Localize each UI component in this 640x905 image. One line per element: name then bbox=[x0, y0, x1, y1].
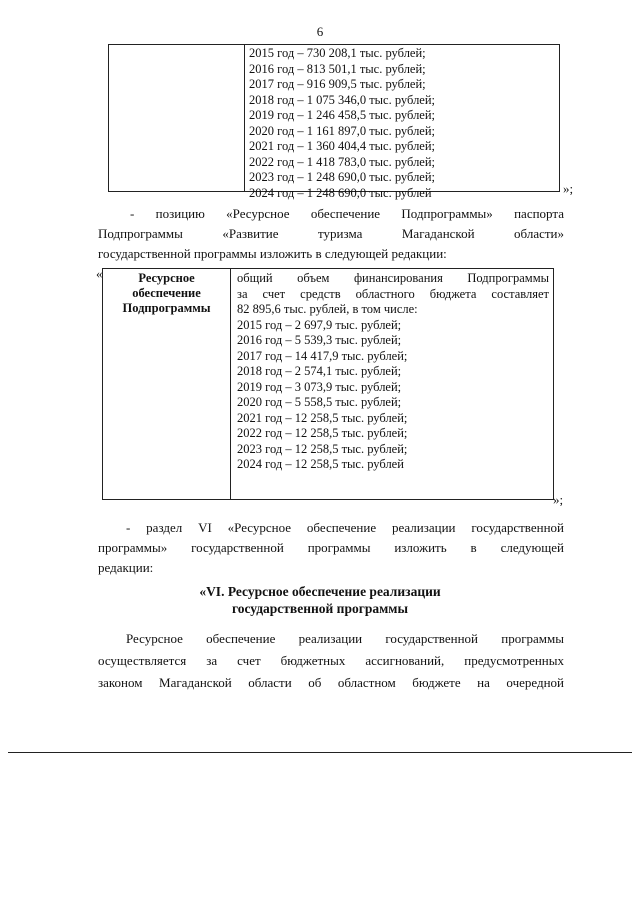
resource-provision-table bbox=[102, 268, 554, 500]
amendment-paragraph-1 bbox=[98, 204, 564, 264]
funding-row: 2020 год – 5 558,5 тыс. рублей; bbox=[237, 395, 402, 409]
table-row-content bbox=[237, 271, 549, 473]
funding-row: 2022 год – 12 258,5 тыс. рублей; bbox=[237, 426, 408, 440]
header-line: Ресурсное bbox=[138, 271, 195, 285]
funding-row: 2015 год – 2 697,9 тыс. рублей; bbox=[237, 317, 402, 332]
funding-row: 2015 год – 730 208,1 тыс. рублей; bbox=[249, 46, 426, 60]
amendment-paragraph-2 bbox=[98, 518, 564, 578]
paragraph-line: редакции: bbox=[98, 560, 154, 575]
paragraph-line: осуществляется за счет бюджетных ассигнований, предусмотренных bbox=[98, 653, 564, 668]
content-line: за счет средств областного бюджета составляет bbox=[237, 286, 549, 301]
header-line: Подпрограммы bbox=[122, 301, 211, 315]
funding-row: 2024 год – 12 258,5 тыс. рублей bbox=[237, 457, 404, 471]
page-number: 6 bbox=[316, 24, 324, 39]
paragraph-line: программы» государственной программы изложить в следующей bbox=[98, 540, 564, 555]
page-bottom-rule bbox=[8, 752, 632, 753]
table1-closing-quote: »; bbox=[563, 181, 574, 196]
funding-row: 2023 год – 1 248 690,0 тыс. рублей; bbox=[249, 170, 436, 184]
content-line: общий объем финансирования Подпрограммы bbox=[237, 271, 549, 285]
funding-row: 2018 год – 2 574,1 тыс. рублей; bbox=[237, 364, 402, 378]
paragraph-line: Ресурсное обеспечение реализации государственной программы bbox=[126, 631, 564, 646]
funding-row: 2016 год – 813 501,1 тыс. рублей; bbox=[249, 61, 426, 76]
table-column-divider bbox=[230, 269, 231, 499]
funding-row: 2021 год – 12 258,5 тыс. рублей; bbox=[237, 410, 408, 425]
paragraph-line: законом Магаданской области об областном бюджете на очередной bbox=[98, 675, 564, 690]
paragraph-line: государственной программы изложить в следующей редакции: bbox=[98, 246, 447, 261]
funding-rows bbox=[249, 46, 435, 201]
table-row-header bbox=[103, 271, 230, 316]
section-body-paragraph bbox=[98, 628, 564, 694]
table-column-divider bbox=[244, 45, 245, 191]
funding-row: 2021 год – 1 360 404,4 тыс. рублей; bbox=[249, 139, 436, 153]
funding-row: 2017 год – 916 909,5 тыс. рублей; bbox=[249, 77, 426, 91]
funding-row: 2017 год – 14 417,9 тыс. рублей; bbox=[237, 348, 408, 363]
funding-row: 2016 год – 5 539,3 тыс. рублей; bbox=[237, 333, 402, 347]
funding-row: 2023 год – 12 258,5 тыс. рублей; bbox=[237, 441, 408, 456]
heading-line: «VI. Ресурсное обеспечение реализации bbox=[199, 584, 441, 599]
funding-row: 2024 год – 1 248 690,0 тыс. рублей bbox=[249, 185, 432, 200]
paragraph-line: Подпрограммы «Развитие туризма Магаданской области» bbox=[98, 226, 564, 241]
funding-row: 2018 год – 1 075 346,0 тыс. рублей; bbox=[249, 92, 436, 107]
table2-closing-quote: »; bbox=[553, 492, 564, 507]
paragraph-line: - позицию «Ресурсное обеспечение Подпрограммы» паспорта bbox=[130, 206, 564, 221]
table2-opening-quote: « bbox=[96, 266, 103, 281]
content-line: 82 895,6 тыс. рублей, в том числе: bbox=[237, 302, 418, 316]
heading-line: государственной программы bbox=[231, 601, 409, 616]
header-line: обеспечение bbox=[132, 286, 201, 300]
section-heading bbox=[0, 583, 640, 617]
funding-row: 2020 год – 1 161 897,0 тыс. рублей; bbox=[249, 123, 436, 138]
paragraph-line: - раздел VI «Ресурсное обеспечение реализации государственной bbox=[126, 520, 564, 535]
funding-row: 2019 год – 1 246 458,5 тыс. рублей; bbox=[249, 108, 436, 122]
funding-table-continuation bbox=[108, 44, 560, 200]
funding-row: 2022 год – 1 418 783,0 тыс. рублей; bbox=[249, 154, 436, 169]
funding-row: 2019 год – 3 073,9 тыс. рублей; bbox=[237, 379, 402, 394]
